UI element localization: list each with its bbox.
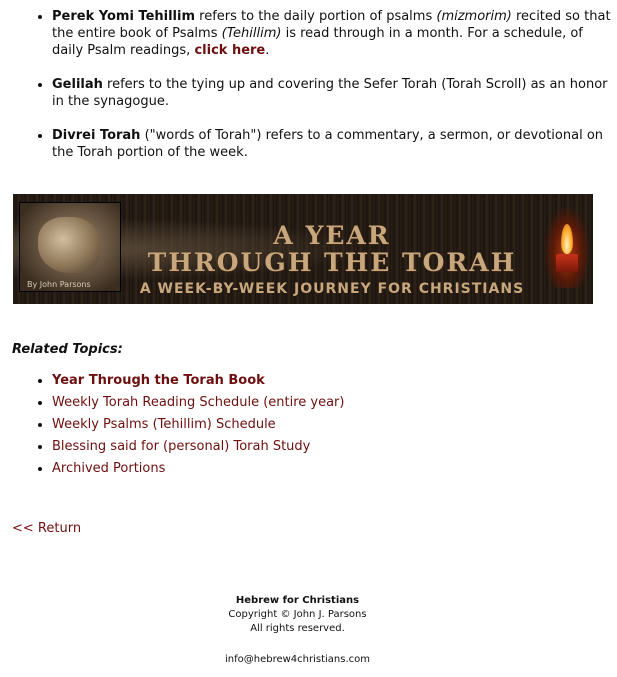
glossary-item-perek-yomi [52,8,612,59]
related-link-reading-schedule[interactable]: Weekly Torah Reading Schedule (entire year) [52,395,345,410]
footer-email-link[interactable]: info@hebrew4christians.com [224,654,371,665]
related-link-torah-book[interactable]: Year Through the Torah Book [52,373,265,388]
related-link-psalms-schedule[interactable]: Weekly Psalms (Tehillim) Schedule [52,417,276,432]
related-link-blessing[interactable]: Blessing said for (personal) Torah Study [52,439,311,454]
footer-site-name: Hebrew for Christians [235,595,360,606]
glossary-italic: (Tehillim) [221,26,282,41]
return-link[interactable]: << Return [12,521,82,536]
glossary-italic: (mizmorim) [436,9,512,24]
glossary-term: Gelilah [52,77,103,92]
glossary-term: Divrei Torah [52,128,141,143]
list-item [52,436,344,458]
glossary-item-divrei-torah [52,127,612,161]
footer-rights: All rights reserved. [250,623,345,634]
candle-icon [556,254,578,272]
glossary-text: refers to the daily portion of psalms [195,9,437,24]
banner-title-line2: THROUGH THE TORAH [147,248,517,277]
glossary-text: . [265,43,270,58]
footer [0,594,595,667]
year-through-torah-banner[interactable] [13,194,593,304]
psalm-schedule-link[interactable]: click here [194,43,266,58]
glossary-term: Perek Yomi Tehillim [52,9,196,24]
list-item [52,370,344,392]
list-item [52,414,344,436]
praying-hands-icon [38,217,100,273]
related-topics-heading: Related Topics: [12,342,123,357]
list-item [52,458,344,480]
banner-subtitle: A WEEK-BY-WEEK JOURNEY FOR CHRISTIANS [139,281,525,297]
banner-title-line1: A YEAR [273,221,391,250]
glossary-text: recited so that the entire book of Psalms [52,9,611,41]
glossary-text: is read through in a month. For a schedule, of daily Psalm readings, [52,26,583,58]
glossary-text: refers to the tying up and covering the Sefer Torah (Torah Scroll) as an honor in the synagogue. [52,77,608,109]
glossary-list [30,8,612,178]
praying-hands-photo [19,202,121,292]
list-item [52,392,344,414]
glossary-item-gelilah [52,76,612,110]
related-link-archived[interactable]: Archived Portions [52,461,166,476]
glossary-text: ("words of Torah") refers to a commentary, a sermon, or devotional on the Torah portion of the week. [52,128,604,160]
related-topics-list [30,370,344,480]
footer-copyright: Copyright © John J. Parsons [228,609,367,620]
banner-credit: By John Parsons [27,280,91,289]
